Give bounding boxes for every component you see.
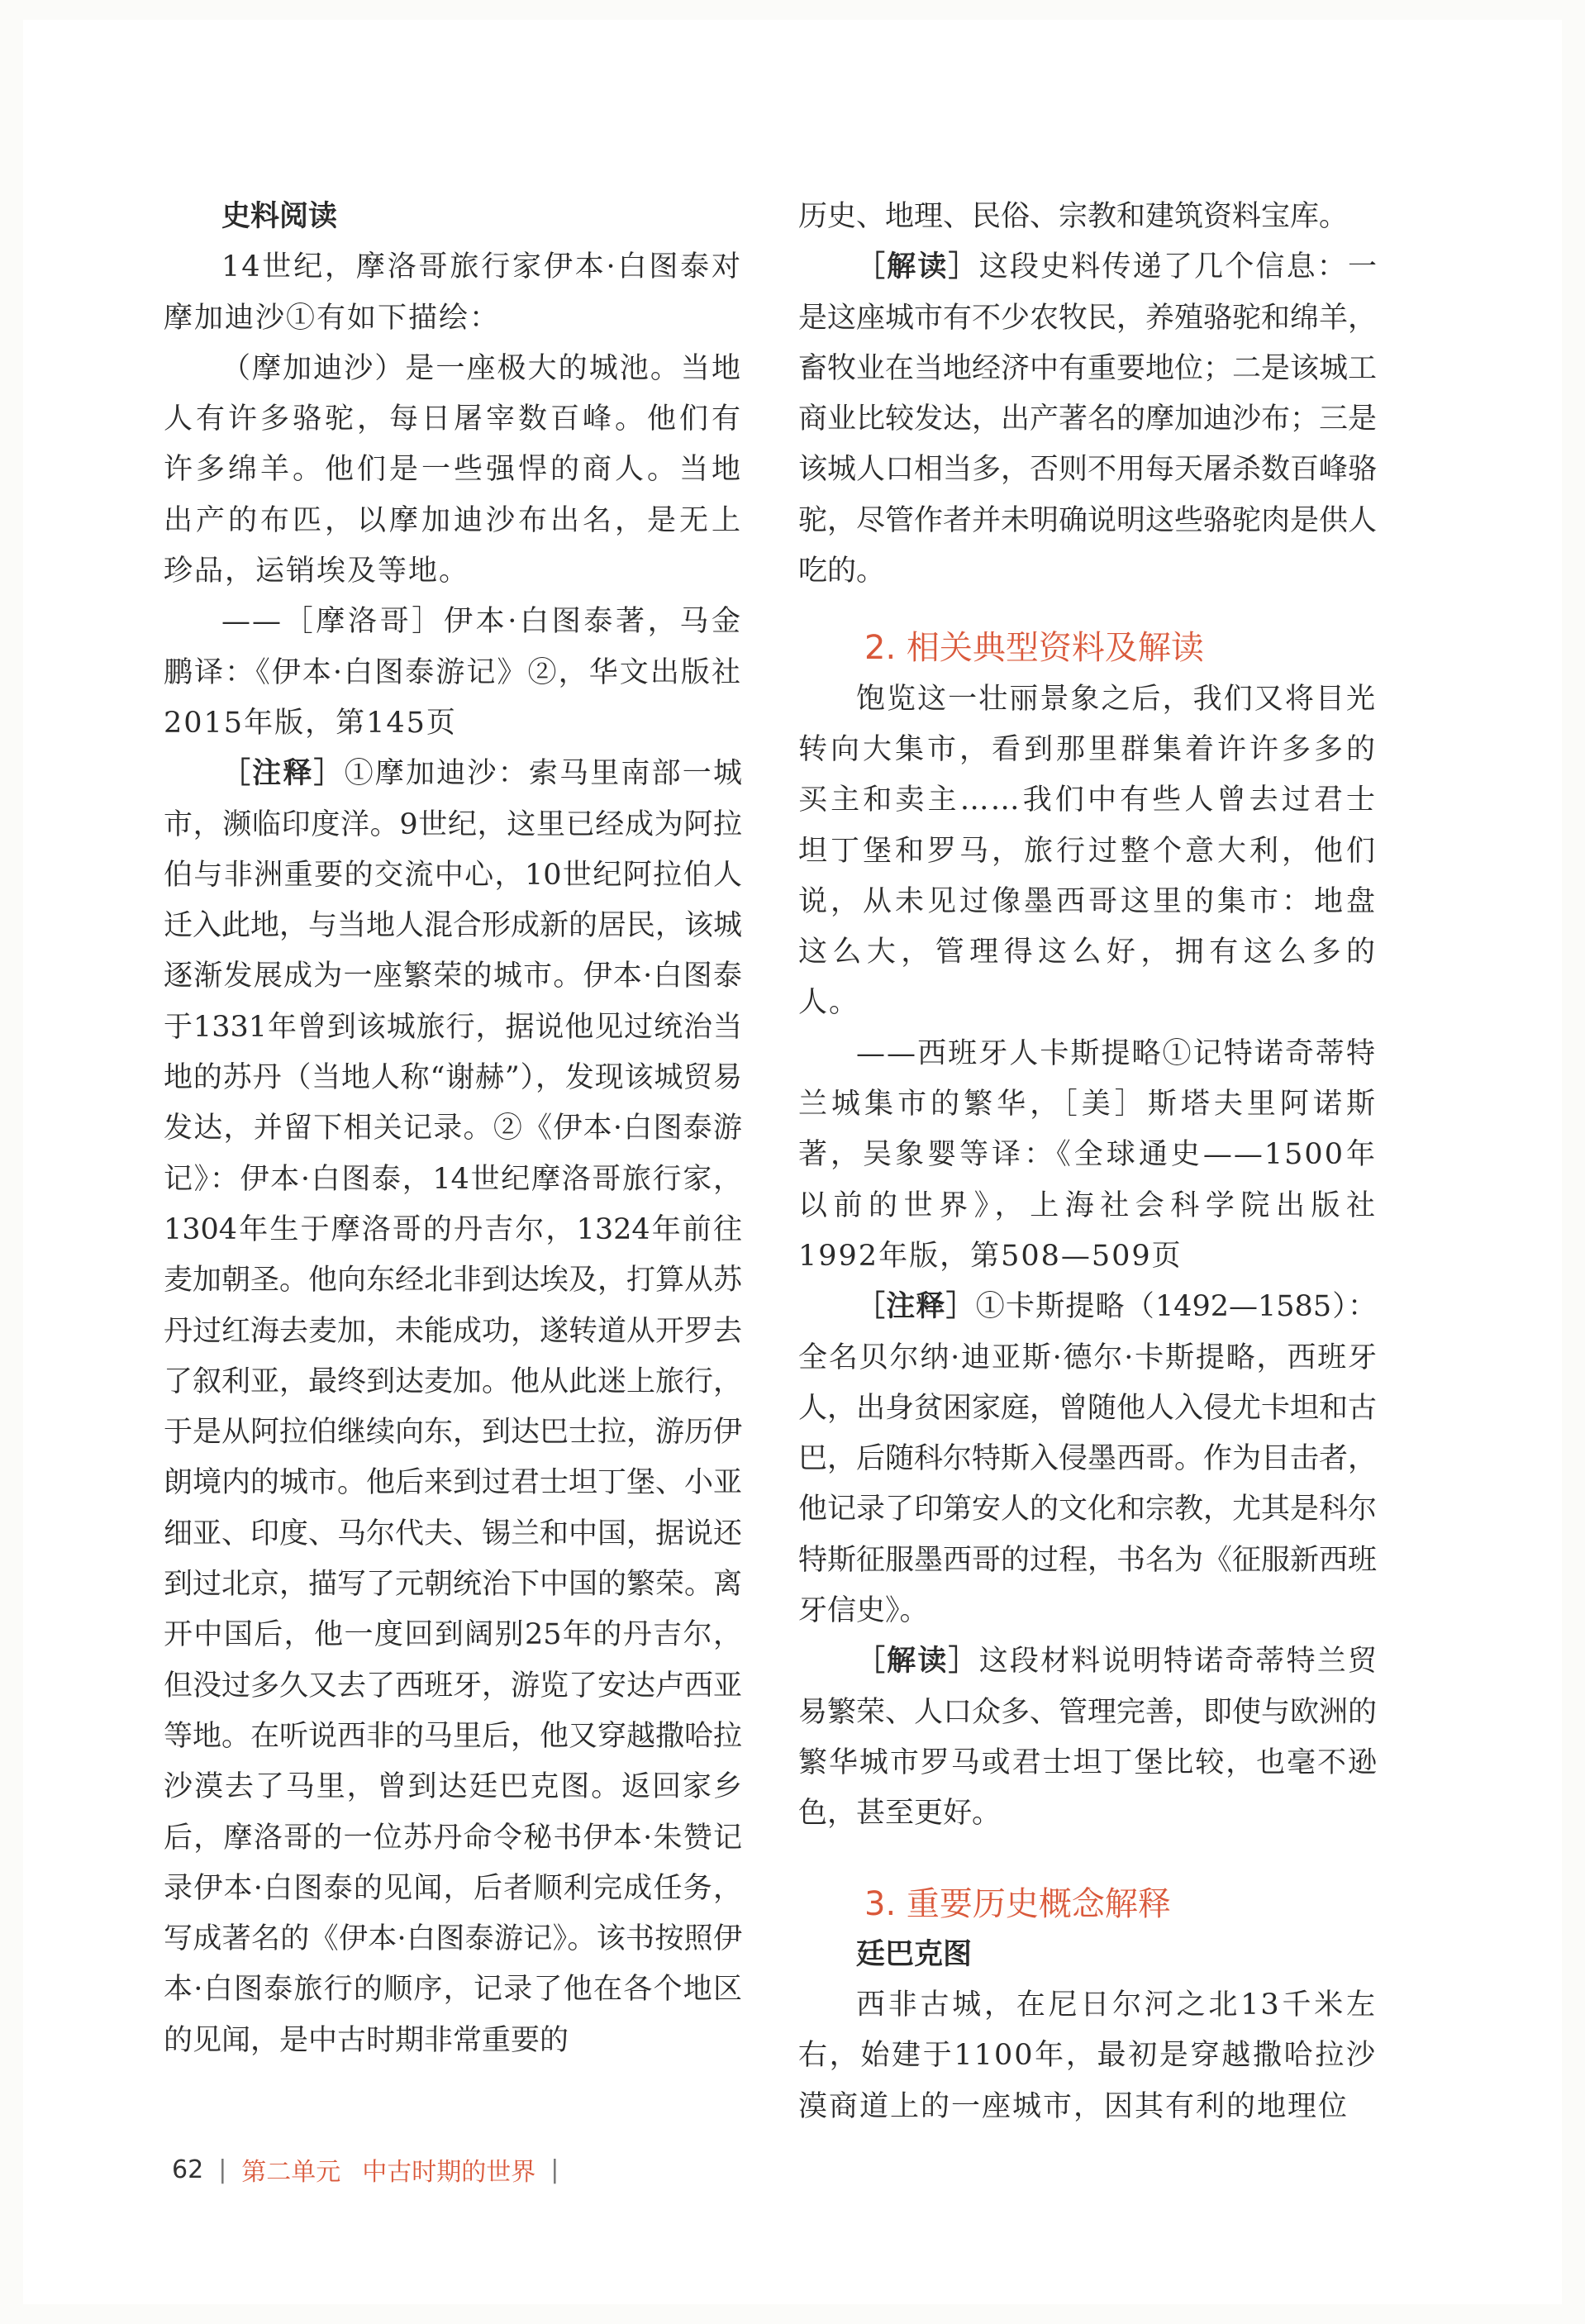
analysis-tag-2: ［解读］ — [856, 1645, 979, 1679]
footer-unit: 第二单元 — [241, 2158, 341, 2187]
section-heading-reading: 史料阅读 — [221, 200, 338, 233]
page-footer — [172, 2151, 574, 2188]
note-paragraph-2 — [798, 1282, 1377, 1636]
quote-paragraph-2: 饱览这一壮丽景象之后，我们又将目光转向大集市，看到那里群集着许许多多的买主和卖主……我们中有些人曾去过君士坦丁堡和罗马，旅行过整个意大利，他们说，从未见过像墨西哥这里的集市：地盘这么大，管理得这么好，拥有这么多的人。 — [798, 682, 1377, 1020]
section-title-3: 3. 重要历史概念解释 — [864, 1884, 1171, 1923]
footer-separator-end: | — [550, 2155, 559, 2184]
note-paragraph — [164, 749, 742, 2066]
term-definition: 西非古城，在尼日尔河之北13千米左右，始建于1100年，最初是穿越撒哈拉沙漠商道上的一座城市，因其有利的地理位 — [798, 1988, 1377, 2123]
note-tag-2: ［注释］ — [856, 1290, 976, 1324]
section-title-2: 2. 相关典型资料及解读 — [864, 629, 1204, 668]
right-column — [798, 192, 1377, 2132]
analysis-paragraph-1 — [798, 242, 1377, 597]
source-citation: ——［摩洛哥］伊本·白图泰著，马金鹏译：《伊本·白图泰游记》②，华文出版社2015年版，第145页 — [164, 605, 742, 740]
continuation-text: 历史、地理、民俗、宗教和建筑资料宝库。 — [798, 200, 1349, 233]
analysis-paragraph-2 — [798, 1636, 1377, 1839]
note-tag: ［注释］ — [221, 757, 345, 791]
source-citation-2: ——西班牙人卡斯提略①记特诺奇蒂特兰城集市的繁华，［美］斯塔夫里阿诺斯著，吴象婴等译：《全球通史——1500年以前的世界》，上海社会科学院出版社1992年版，第508—509页 — [798, 1036, 1377, 1273]
term-heading: 廷巴克图 — [856, 1937, 973, 1971]
analysis-tag-1: ［解读］ — [856, 250, 979, 284]
note-text-2: ①卡斯提略（1492—1585）：全名贝尔纳·迪亚斯·德尔·卡斯提略，西班牙人，出身贫困家庭，曾随他人入侵尤卡坦和古巴，后随科尔特斯入侵墨西哥。作为目击者，他记录了印第安人的文化和宗教，尤其是科尔特斯征服墨西哥的过程，书名为《征服新西班牙信史》。 — [798, 1290, 1378, 1628]
note-text: ①摩加迪沙：索马里南部一城市，濒临印度洋。9世纪，这里已经成为阿拉伯与非洲重要的交流中心，10世纪阿拉伯人迁入此地，与当地人混合形成新的居民，该城逐渐发展成为一座繁荣的城市。伊本·白图泰于1331年曾到该城旅行，据说他见过统治当地的苏丹（当地人称“谢赫”），发现该城贸易发达，并留下相关记录。②《伊本·白图泰游记》：伊本·白图泰，14世纪摩洛哥旅行家，1304年生于摩洛哥的丹吉尔，1324年前往麦加朝圣。他向东经北非到达埃及，打算从苏丹过红海去麦加，未能成功，遂转道从开罗去了叙利亚，最终到达麦加。他从此迷上旅行，于是从阿拉伯继续向东，到达巴士拉，游历伊朗境内的城市。他后来到过君士坦丁堡、小亚细亚、印度、马尔代夫、锡兰和中国，据说还到过北京，描写了元朝统治下中国的繁荣。离开中国后，他一度回到阔别25年的丹吉尔，但没过多久又去了西班牙，游览了安达卢西亚等地。在听说西非的马里后，他又穿越撒哈拉沙漠去了马里，曾到达廷巴克图。返回家乡后，摩洛哥的一位苏丹命令秘书伊本·朱赞记录伊本·白图泰的见闻，后者顺利完成任务，写成著名的《伊本·白图泰游记》。该书按照伊本·白图泰旅行的顺序，记录了他在各个地区的见闻，是中古时期非常重要的 — [164, 757, 743, 2057]
analysis-text-1: 这段史料传递了几个信息：一是这座城市有不少农牧民，养殖骆驼和绵羊，畜牧业在当地经济中有重要地位；二是该城工商业比较发达，出产著名的摩加迪沙布；三是该城人口相当多，否则不用每天屠杀数百峰骆驼，尽管作者并未明确说明这些骆驼肉是供人吃的。 — [798, 250, 1378, 588]
footer-era: 中古时期的世界 — [362, 2158, 536, 2187]
intro-paragraph: 14世纪，摩洛哥旅行家伊本·白图泰对摩加迪沙①有如下描绘： — [164, 250, 742, 335]
page-number: 62 — [172, 2155, 204, 2184]
left-column — [164, 192, 742, 2066]
footer-separator: | — [218, 2155, 227, 2184]
analysis-text-2: 这段材料说明特诺奇蒂特兰贸易繁荣、人口众多、管理完善，即使与欧洲的繁华城市罗马或君士坦丁堡比较，也毫不逊色，甚至更好。 — [798, 1645, 1378, 1831]
quote-paragraph: （摩加迪沙）是一座极大的城池。当地人有许多骆驼，每日屠宰数百峰。他们有许多绵羊。他们是一些强悍的商人。当地出产的布匹，以摩加迪沙布出名，是无上珍品，运销埃及等地。 — [164, 351, 742, 588]
